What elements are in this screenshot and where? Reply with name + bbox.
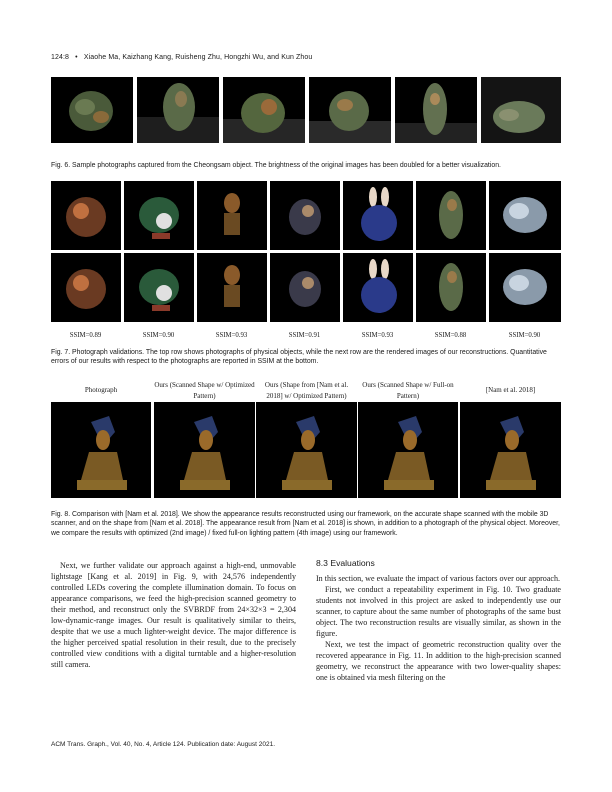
fig7-render-1 [51,253,121,322]
fig8-column-header: Ours (Shape from [Nam et al. 2018] w/ Optimized Pattern) [264,381,349,400]
fig6-photo-4 [309,77,391,143]
right-column-body [316,573,561,683]
fig8-nam-2018 [460,402,561,498]
fig6-photo-1 [51,77,133,143]
fig6-photo-6 [481,77,561,143]
ssim-label: SSIM=0.89 [69,332,102,339]
fig6-caption: Fig. 6. Sample photographs captured from the Cheongsam object. The brightness of the original images has been doubled for a better visualization. [51,162,501,169]
page-footer: ACM Trans. Graph., Vol. 40, No. 4, Article 124. Publication date: August 2021. [51,741,276,748]
fig7-photo-3 [197,181,267,250]
fig7-photo-5 [343,181,413,250]
ssim-label: SSIM=0.93 [361,332,394,339]
fig8-ours-scanned-optimized [154,402,255,498]
fig7-photo-4 [270,181,340,250]
fig6-photo-5 [395,77,477,143]
fig6-photo-2 [137,77,219,143]
fig7-photo-2 [124,181,194,250]
section-heading: 8.3 Evaluations [316,558,375,568]
fig8-column-header: Ours (Scanned Shape w/ Full-on Pattern) [362,381,454,400]
body-paragraph: Next, we further validate our approach against a high-end, unmovable lightstage [Kang et al. 2019] in Fig. 9, with 24,576 independently controlled LEDs covering the complete illumination domain. To focus on appearance comparisons, we feed the high-precision scanned geometry to their method, and reconstruct only the SVBRDF from 24×32×3 = 2,304 low-dynamic-range images. Our result is qualitatively similar to theirs, despite that we use a much lighter-weight device. The major difference is the higher perceived spatial resolution in their result, due to the precisely controlled view conditions with a digital turntable and a higher-resolution still camera. [51,561,296,670]
fig7-photo-7 [489,181,561,250]
fig7-render-3 [197,253,267,322]
fig8-photograph [51,402,151,498]
fig8-column-header: Ours (Scanned Shape w/ Optimized Pattern) [154,381,255,400]
header-authors: Xiaohe Ma, Kaizhang Kang, Ruisheng Zhu, Hongzhi Wu, and Kun Zhou [83,54,313,61]
fig7-caption: Fig. 7. Photograph validations. The top row shows photographs of physical objects, while the next row are the rendered images of our reconstructions. Quantitative errors of our results with respect to the photographs are reported in SSIM at the bottom. [51,349,547,366]
running-header [51,54,312,61]
ssim-label: SSIM=0.93 [215,332,248,339]
body-paragraph: In this section, we evaluate the impact of various factors over our approach. [316,574,560,583]
fig8-column-header: Photograph [84,386,118,394]
fig8-ours-nam-shape-optimized [256,402,357,498]
header-separator: • [75,54,78,61]
fig7-photo-1 [51,181,121,250]
fig7-render-6 [416,253,486,322]
page-number: 124:8 [51,54,70,61]
body-paragraph: First, we conduct a repeatability experiment in Fig. 10. Two graduate students not involved in this project are asked to independently use our scanner, to capture about the same number of photographs of the same bust object. The two reconstruction results are visually similar, as shown in the figure. [316,585,561,639]
fig7-render-5 [343,253,413,322]
fig7-render-2 [124,253,194,322]
ssim-label: SSIM=0.91 [288,332,321,339]
ssim-label: SSIM=0.88 [434,332,467,339]
body-paragraph: Next, we test the impact of geometric reconstruction quality over the recovered appearance in Fig. 11. In addition to the high-precision scanned geometry, we reconstruct the appearance with two lower-quality shapes: one is obtained via mesh filtering on the [316,640,561,683]
fig8-ours-scanned-fullon [358,402,458,498]
left-column-body [51,560,296,670]
fig6-photo-3 [223,77,305,143]
ssim-label: SSIM=0.90 [508,332,541,339]
ssim-label: SSIM=0.90 [142,332,175,339]
fig8-column-header: [Nam et al. 2018] [485,386,536,394]
fig7-photo-6 [416,181,486,250]
fig7-render-4 [270,253,340,322]
fig7-render-7 [489,253,561,322]
fig8-caption: Fig. 8. Comparison with [Nam et al. 2018]. We show the appearance results reconstructed using our framework, on the accurate shape scanned with the mobile 3D scanner, and on the shape from [Nam et al. 2018]. The appearance result from [Nam et al. 2018] is shown, in addition to a photograph of the physical object. Moreover, we compare the results with optimized (2nd image) / fixed full-on lighting pattern (4th image) using our framework. [51,511,560,537]
